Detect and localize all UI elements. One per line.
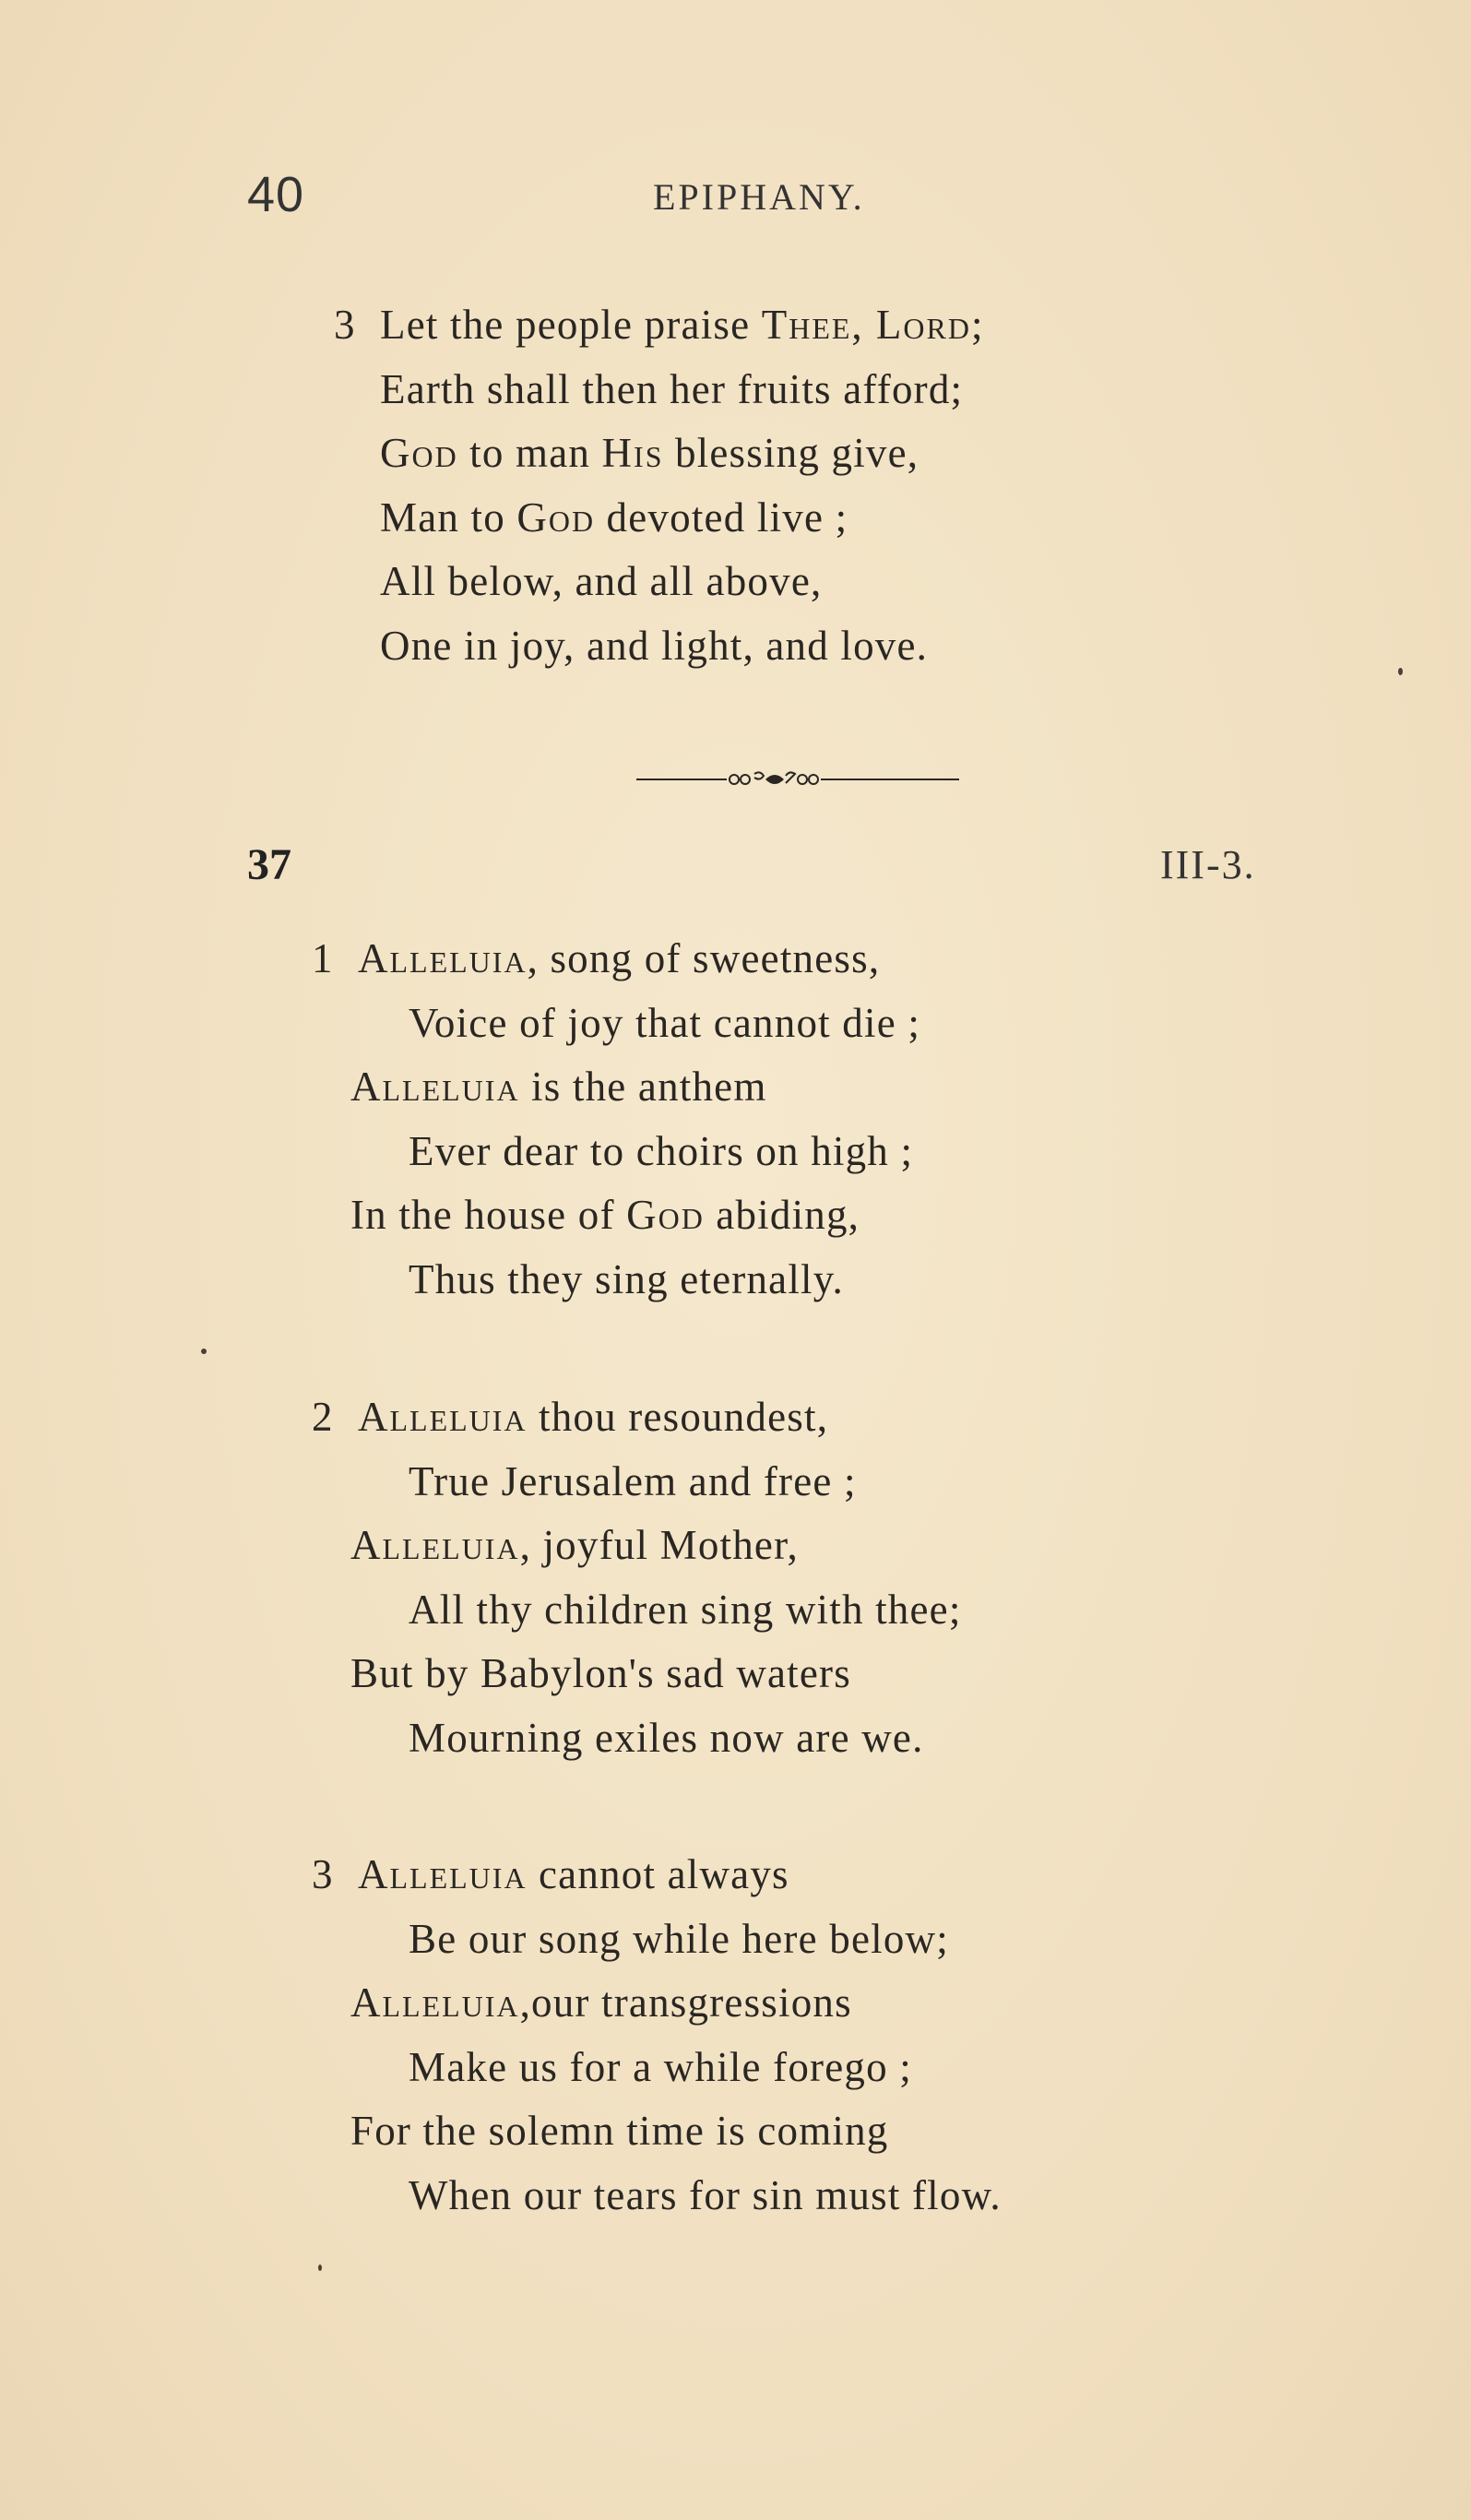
alleluia-word: Alleluia bbox=[358, 935, 528, 981]
paper-speck bbox=[1398, 668, 1403, 675]
page-header bbox=[0, 166, 1471, 221]
divine-name: God bbox=[516, 493, 596, 541]
line-text: For the solemn time is coming bbox=[350, 2108, 889, 2154]
line-text: devoted live ; bbox=[595, 493, 848, 541]
line-text: Thus they sing eternally. bbox=[409, 1255, 844, 1302]
line-text: When our tears for sin must flow. bbox=[409, 2171, 1002, 2218]
divine-name: Thee, Lord bbox=[761, 302, 971, 348]
line-text: Voice of joy that cannot die ; bbox=[409, 999, 921, 1046]
divine-name: God bbox=[380, 430, 458, 476]
alleluia-word: Alleluia bbox=[350, 1979, 520, 2026]
line-text: In the house of bbox=[350, 1192, 627, 1238]
line-text: Ever dear to choirs on high ; bbox=[409, 1127, 914, 1174]
line-text: Earth shall then her fruits afford; bbox=[380, 365, 964, 412]
running-title: EPIPHANY. bbox=[653, 176, 865, 218]
line-text: Make us for a while forego ; bbox=[409, 2043, 912, 2090]
line-text: ,our transgressions bbox=[519, 1979, 852, 2026]
line-text: ; bbox=[970, 302, 984, 348]
stanza-number: 3 bbox=[334, 302, 356, 348]
line-text: All thy children sing with thee; bbox=[409, 1586, 962, 1633]
line-text: blessing give, bbox=[663, 430, 919, 476]
line-text: , song of sweetness, bbox=[527, 935, 881, 981]
ornament-divider bbox=[636, 768, 959, 790]
alleluia-word: Alleluia bbox=[350, 1064, 520, 1110]
hymn-meter: III-3. bbox=[1160, 842, 1256, 887]
line-text: thou resoundest, bbox=[527, 1394, 829, 1440]
page-number: 40 bbox=[247, 167, 305, 222]
line-text: Man to bbox=[380, 493, 517, 541]
paper-speck bbox=[201, 1349, 207, 1354]
stanza-number: 3 bbox=[312, 1851, 334, 1897]
line-text: Be our song while here below; bbox=[409, 1915, 949, 1962]
hymn-number: 37 bbox=[247, 840, 291, 889]
line-text: cannot always bbox=[527, 1851, 789, 1897]
stanza-number: 2 bbox=[312, 1394, 334, 1440]
line-text: True Jerusalem and free ; bbox=[409, 1457, 857, 1504]
line-text: One in joy, and light, and love. bbox=[380, 622, 929, 669]
line-text: Mourning exiles now are we. bbox=[409, 1714, 924, 1761]
line-text: But by Babylon's sad waters bbox=[350, 1650, 851, 1696]
line-text: is the anthem bbox=[519, 1064, 767, 1110]
stanza-number: 1 bbox=[312, 935, 334, 981]
line-text: Let the people praise bbox=[380, 302, 762, 348]
line-text: , joyful Mother, bbox=[519, 1522, 799, 1568]
line-text: All below, and all above, bbox=[380, 558, 823, 604]
paper-speck bbox=[318, 2264, 322, 2271]
alleluia-word: Alleluia bbox=[358, 1851, 528, 1897]
line-text: to man bbox=[457, 430, 602, 476]
divine-name: God bbox=[626, 1192, 705, 1238]
divine-name: His bbox=[601, 430, 664, 476]
line-text: abiding, bbox=[704, 1192, 860, 1238]
alleluia-word: Alleluia bbox=[350, 1522, 520, 1568]
alleluia-word: Alleluia bbox=[358, 1394, 528, 1440]
